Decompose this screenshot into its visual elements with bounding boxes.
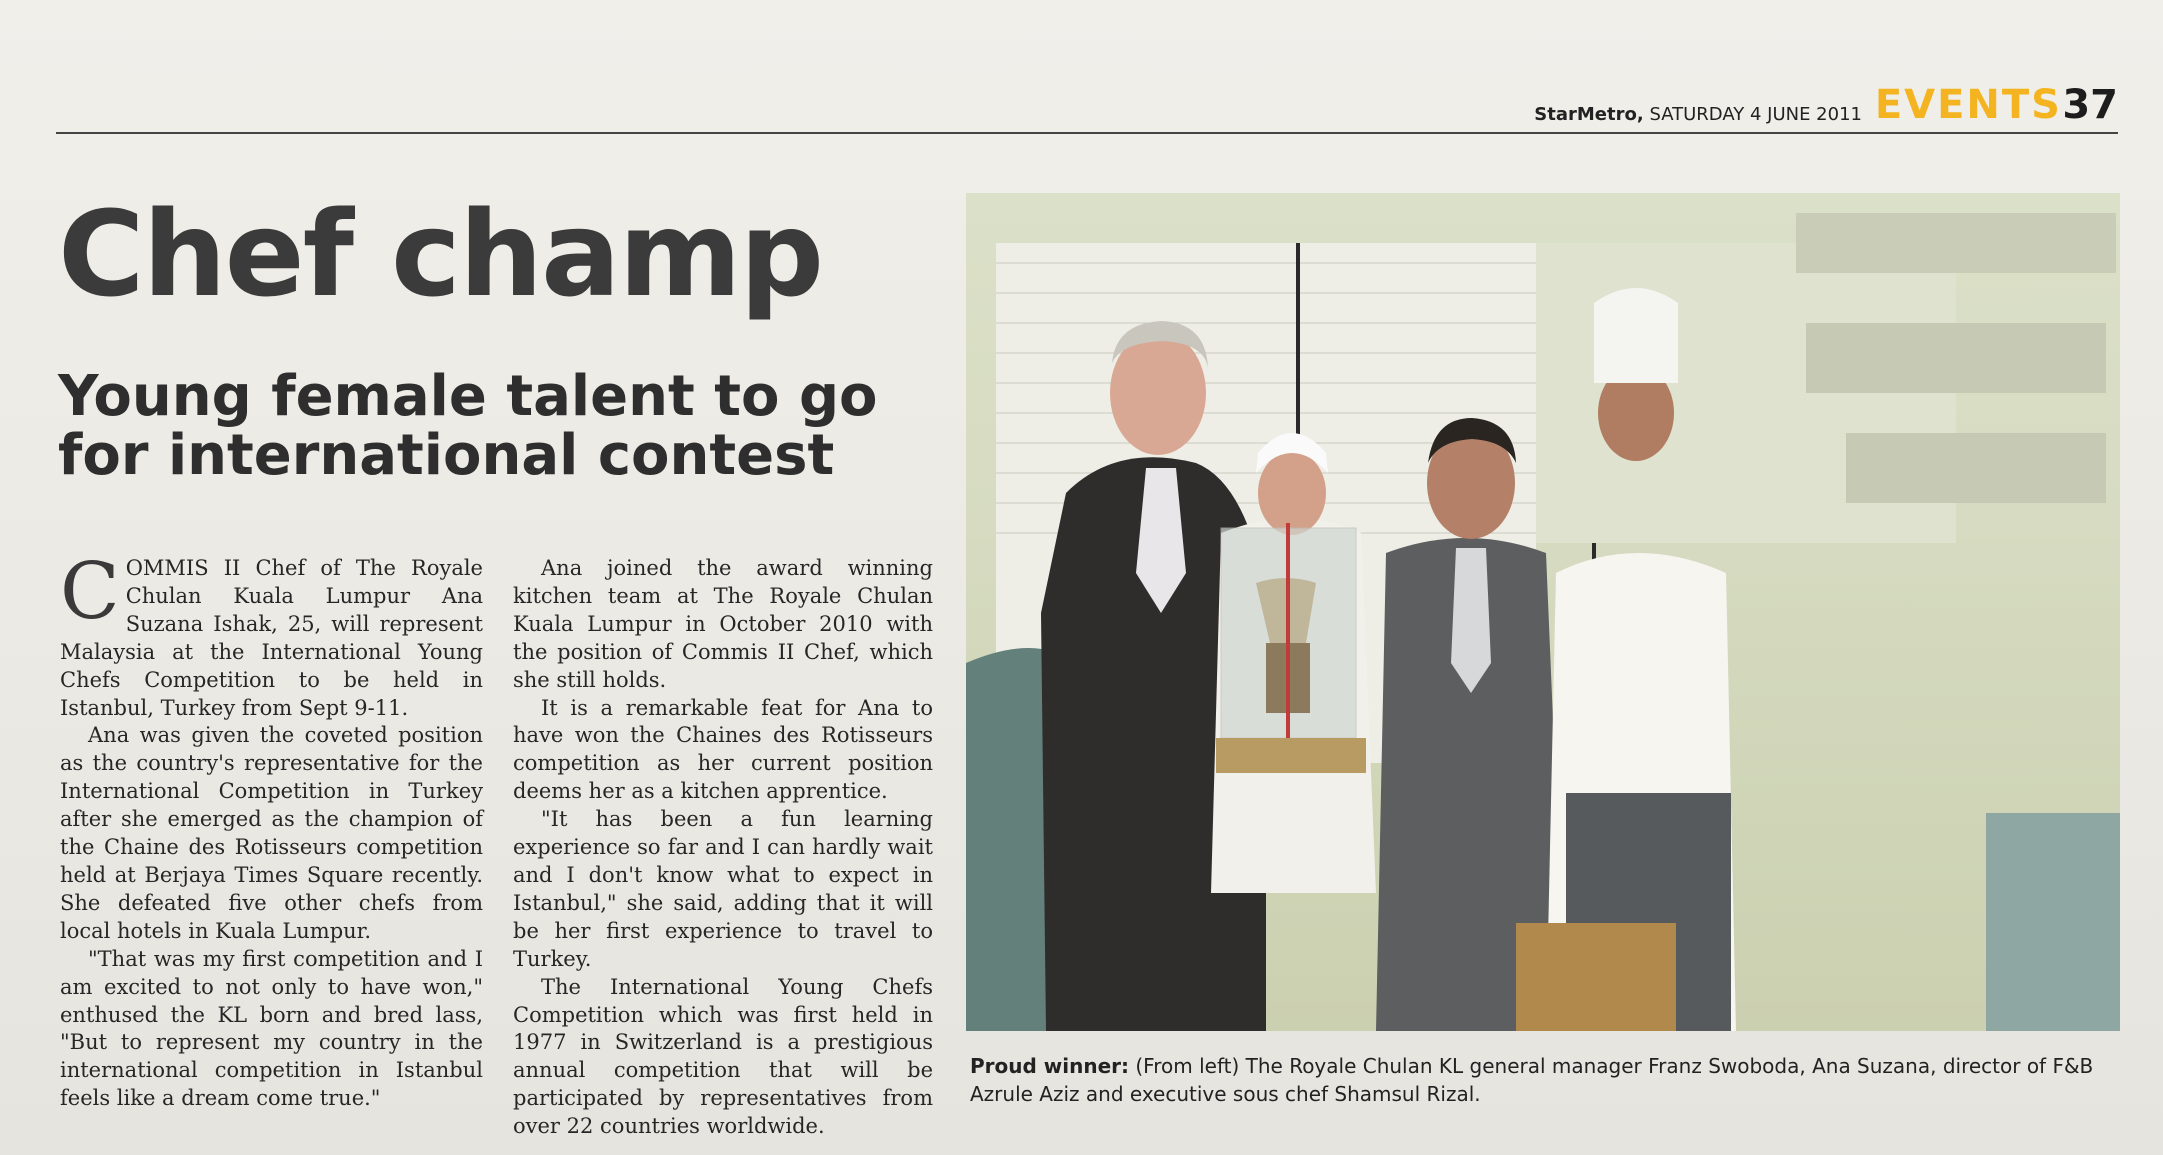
publication-date: SATURDAY 4 JUNE 2011 bbox=[1649, 104, 1862, 125]
subheadline: Young female talent to go for international contest bbox=[58, 364, 878, 488]
article-paragraph: "That was my first competition and I am excited to not only to have won," enthused the KL born and bred lass, "But to represent my country in the international competition in Istanbul feels like a dream come true." bbox=[60, 946, 483, 1111]
wooden-chair bbox=[1516, 923, 1676, 1031]
publication-name: StarMetro, bbox=[1534, 104, 1644, 125]
article-paragraph: Ana was given the coveted position as the country's representative for the International Competition in Turkey after she emerged as the champion of the Chaine des Rotisseurs competition held at Berjaya Times Square recently. She defeated five other chefs from local hotels in Kuala Lumpur. bbox=[60, 723, 483, 943]
article-paragraph: It is a remarkable feat for Ana to have won the Chaines des Rotisseurs competition as her current position deems her as a kitchen apprentice. bbox=[513, 695, 933, 804]
article-paragraph: The International Young Chefs Competition which was first held in 1977 in Switzerland is a prestigious annual competition that will be participated by representatives from over 22 countries worldwide. bbox=[513, 974, 933, 1139]
trophy-box bbox=[1216, 523, 1366, 773]
headline: Chef champ bbox=[58, 185, 823, 323]
article-paragraph: "It has been a fun learning experience so far and I can hardly wait and I don't know what to expect in Istanbul," she said, adding that it will be her first experience to travel to Turkey. bbox=[513, 807, 933, 971]
page-number: 37 bbox=[2062, 82, 2118, 128]
photo-illustration bbox=[966, 193, 2120, 1031]
article-column-2 bbox=[513, 555, 933, 1141]
photo-caption bbox=[970, 1052, 2120, 1108]
caption-text: (From left) The Royale Chulan KL general manager Franz Swoboda, Ana Suzana, director of F&B Azrule Aziz and executive sous chef Shamsul Rizal. bbox=[970, 1054, 2094, 1106]
article-paragraph bbox=[60, 547, 483, 722]
paragraph-text: OMMIS II Chef of The Royale Chulan Kuala Lumpur Ana Suzana Ishak, 25, will represent Malaysia at the International Young Chefs Competition to be held in Istanbul, Turkey from Sept 9-11. bbox=[60, 556, 483, 720]
publication-dateline bbox=[1534, 104, 1862, 125]
drop-cap: C bbox=[60, 547, 120, 637]
section-label: EVENTS bbox=[1874, 82, 2062, 128]
caption-lead: Proud winner: bbox=[970, 1054, 1130, 1078]
page-header bbox=[56, 78, 2118, 134]
news-photo bbox=[966, 193, 2120, 1031]
article-column-1 bbox=[60, 547, 483, 1113]
article-paragraph: Ana joined the award winning kitchen team at The Royale Chulan Kuala Lumpur in October 2010 with the position of Commis II Chef, which she still holds. bbox=[513, 556, 933, 692]
